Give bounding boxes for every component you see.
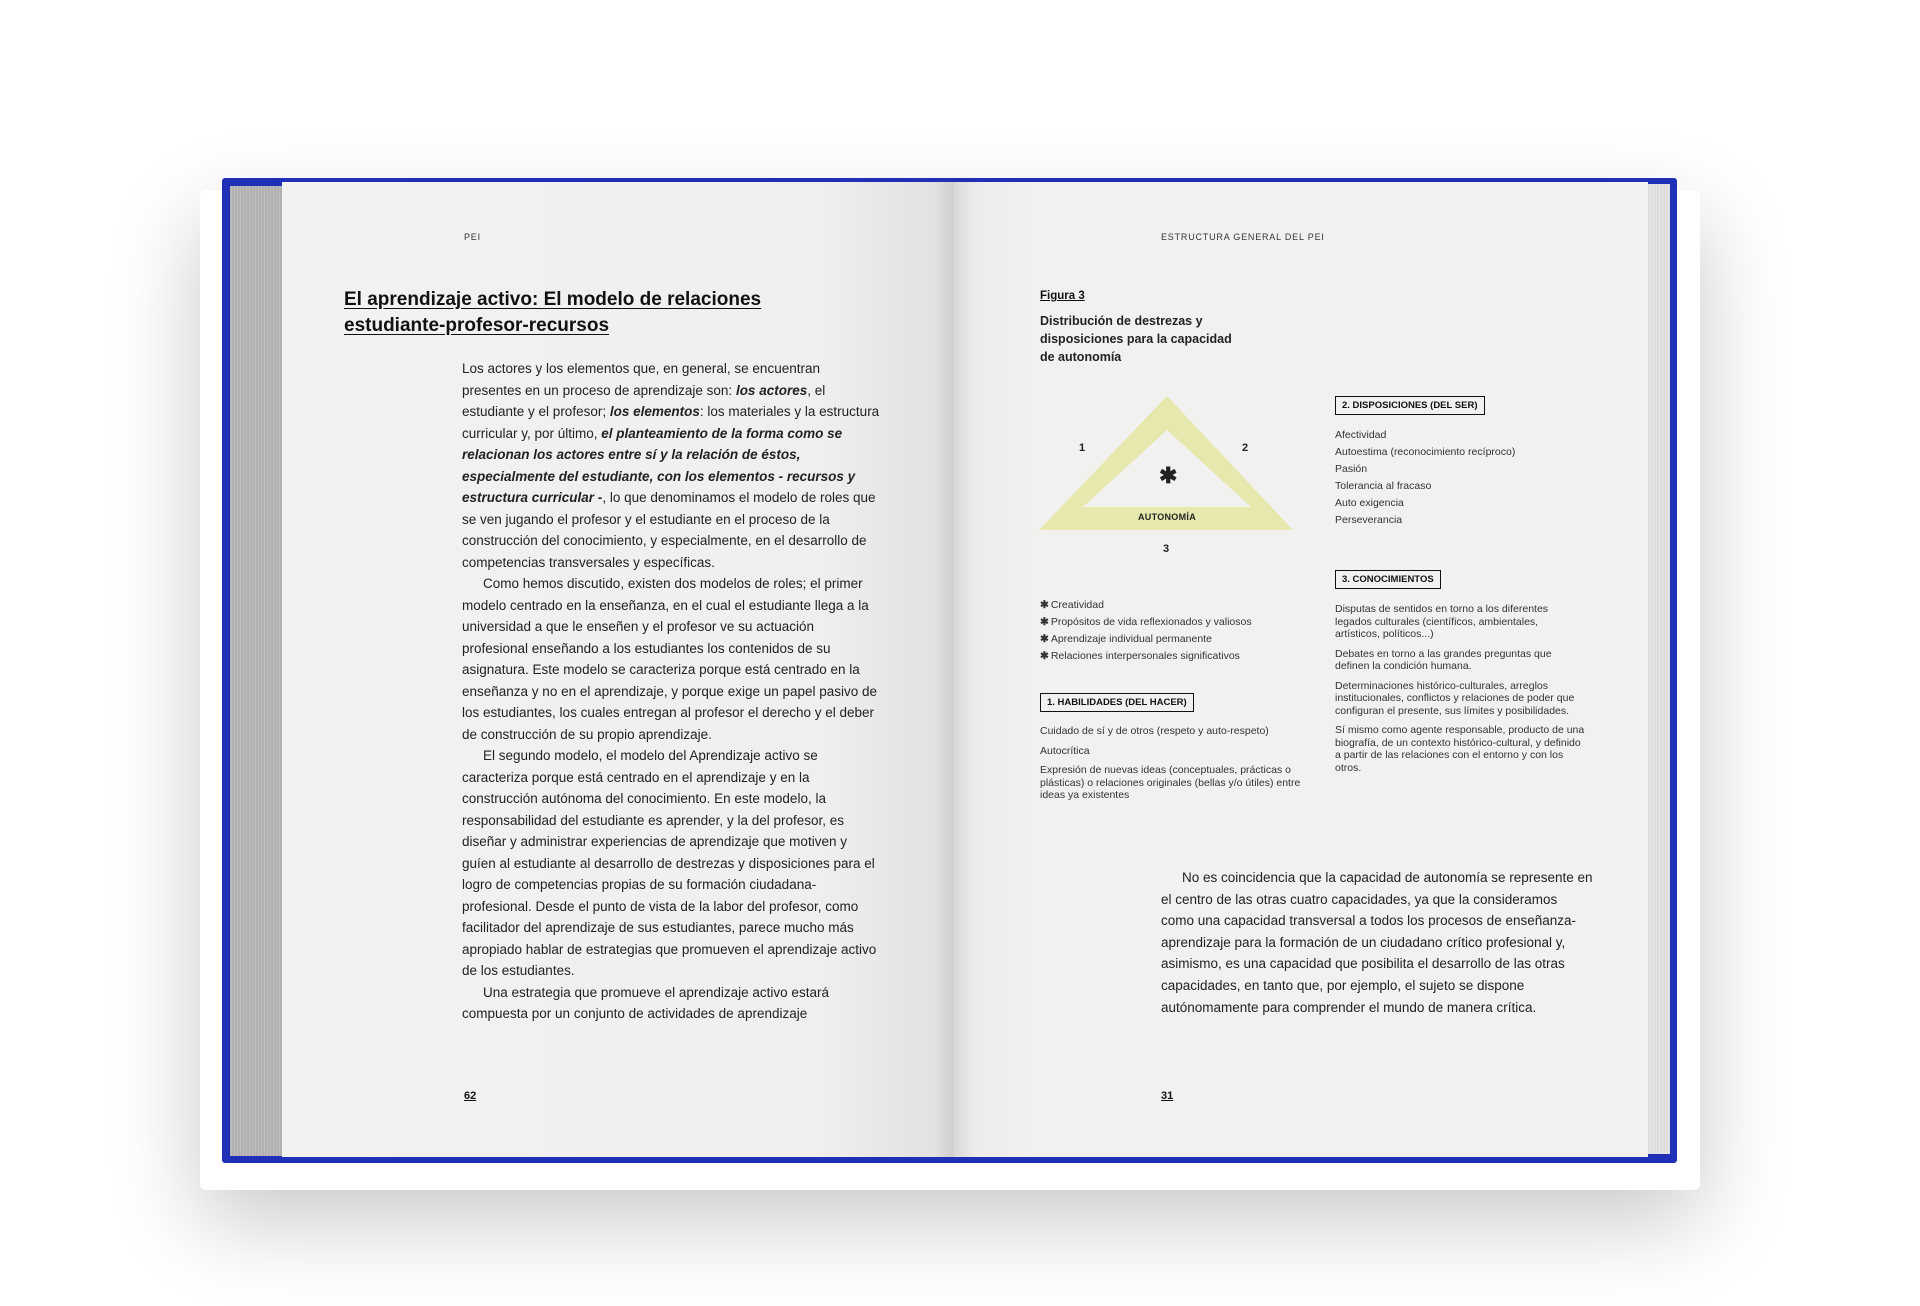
p1-bold-2: los elementos — [609, 404, 700, 419]
disposiciones-heading: 2. DISPOSICIONES (DEL SER) — [1335, 396, 1485, 415]
asterisk-icon: ✱ — [1040, 616, 1049, 628]
closing-paragraph: No es coincidencia que la capacidad de autonomía se represente en el centro de las otras cuatro capacidades, ya que la consideramos como una capacidad transversal a todos los procesos de enseñanza-aprendizaje para la formación de un ciudadano crítico profesional y, asimismo, es una capacidad que posibilita el desarrollo de las otras capacidades, en tanto que, por ejemplo, el sujeto se dispone autónomamente para comprender el mundo de manera crítica. — [1161, 870, 1593, 1015]
figure-title: Distribución de destrezas y disposiciones para la capacidad de autonomía — [1040, 314, 1232, 364]
triangle-number-3: 3 — [1163, 543, 1170, 555]
disposiciones-list — [1335, 427, 1515, 529]
disposiciones-item: Tolerancia al fracaso — [1335, 480, 1432, 492]
disposiciones-item: Auto exigencia — [1335, 497, 1404, 509]
disposiciones-item: Perseverancia — [1335, 514, 1403, 526]
paragraph-4: Una estrategia que promueve el aprendizaje activo estará compuesta por un conjunto de actividades de aprendizaje — [462, 984, 829, 1021]
habilidades-item: Autocrítica — [1040, 744, 1090, 757]
center-list-item — [1040, 648, 1252, 665]
center-list-text: Relaciones interpersonales significativos — [1050, 650, 1240, 662]
paragraph-2: Como hemos discutido, existen dos modelos de roles; el primer modelo centrado en la enseñanza, en el cual el estudiante llega a la universidad a que le enseñen y el profesor ve su actuación profesional enseñando a los estudiantes los contenidos de su asignatura. Este modelo se caracteriza porque está centrado en la enseñanza y no en el aprendizaje, y porque exige un papel pasivo de los estudiantes, los cuales entregan al profesor el derecho y el deber de construcción de su propio aprendizaje. — [462, 576, 878, 742]
center-list-item — [1040, 597, 1252, 614]
p1-text-4: , lo que denominamos el modelo de roles que se ven jugando el profesor y el estudiante en el proceso de la construcción del conocimiento, y especialmente, en el desarrollo de competencias transversales y específicas. — [462, 490, 876, 570]
p1-bold-3: el planteamiento de la forma como se relacionan los actores entre sí y la relación de éstos, especialmente del estudiante, con los elementos - recursos y estructura curricular - — [462, 425, 856, 505]
triangle-label: AUTONOMÍA — [1137, 512, 1197, 522]
center-list-item — [1040, 631, 1252, 648]
conocimientos-item: Determinaciones histórico-culturales, arreglos institucionales, conflictos y relaciones de poder que configuran el presente, sus límites y posibilidades. — [1335, 679, 1575, 717]
figure-label: Figura 3 — [1040, 290, 1085, 302]
left-page-number: 62 — [464, 1090, 477, 1102]
center-list-item — [1040, 614, 1252, 631]
habilidades-heading: 1. HABILIDADES (DEL HACER) — [1040, 693, 1194, 712]
section-title — [344, 287, 784, 339]
conocimientos-heading: 3. CONOCIMIENTOS — [1335, 570, 1441, 589]
center-list-text: Propósitos de vida reflexionados y valiosos — [1050, 616, 1252, 628]
disposiciones-item: Autoestima (reconocimiento recíproco) — [1335, 446, 1516, 458]
disposiciones-item: Afectividad — [1335, 429, 1387, 441]
center-list — [1040, 597, 1252, 665]
asterisk-icon: ✱ — [1040, 599, 1049, 611]
habilidades-item: Expresión de nuevas ideas (conceptuales, prácticas o plásticas) o relaciones originales (bellas y/o útiles) entre ideas ya existentes — [1040, 764, 1301, 801]
triangle-number-1: 1 — [1079, 442, 1086, 454]
section-title-text: El aprendizaje activo: El modelo de relaciones estudiante-profesor-recursos — [344, 289, 762, 336]
right-page-number: 31 — [1161, 1090, 1174, 1102]
habilidades-item: Cuidado de sí y de otros (respeto y auto-respeto) — [1040, 725, 1269, 737]
conocimientos-item: Debates en torno a las grandes preguntas que definen la condición humana. — [1335, 647, 1552, 672]
right-running-head: ESTRUCTURA GENERAL DEL PEI — [1161, 232, 1325, 242]
left-running-head: PEI — [464, 232, 481, 242]
p1-text-2: , el estudiante y el profesor; — [462, 382, 826, 419]
p1-bold-1: los actores — [735, 382, 808, 398]
p1-text-1: Los actores y los elementos que, en general, se encuentran presentes en un proceso de aprendizaje son: — [462, 361, 820, 398]
asterisk-icon: ✱ — [1040, 650, 1049, 662]
paragraph-1 — [462, 358, 882, 573]
conocimientos-item: Sí mismo como agente responsable, producto de una biografía, de un contexto histórico-cultural, y definido a partir de las relaciones con el entorno y con los otros. — [1335, 724, 1585, 774]
conocimientos-list — [1335, 603, 1585, 781]
p1-text-3: : los materiales y la estructura curricular y, por último, — [462, 404, 880, 441]
paragraph-3: El segundo modelo, el modelo del Aprendizaje activo se caracteriza porque está centrado en el aprendizaje y en la construcción autónoma del conocimiento. En este modelo, la responsabilidad del estudiante es aprender, y la del profesor, es diseñar y administrar experiencias de aprendizaje que motiven y guíen al estudiante al desarrollo de destrezas y disposiciones para el logro de competencias propias de su formación ciudadana-profesional. Desde el punto de vista de la labor del profesor, como facilitador del aprendizaje de sus estudiantes, parece mucho más apropiado hablar de estrategias que promueven el aprendizaje activo de los estudiantes. — [462, 748, 877, 978]
conocimientos-item: Disputas de sentidos en torno a los diferentes legados culturales (científicos, ambientales, artísticos, políticos...) — [1335, 603, 1549, 640]
triangle-number-2: 2 — [1242, 442, 1249, 454]
page-edges-left — [230, 186, 282, 1156]
habilidades-list — [1040, 725, 1315, 809]
triangle-center-symbol: ✱ — [1159, 463, 1178, 488]
left-body-text — [462, 358, 882, 1025]
asterisk-icon: ✱ — [1040, 633, 1049, 645]
disposiciones-item: Pasión — [1335, 463, 1368, 475]
center-list-text: Aprendizaje individual permanente — [1050, 633, 1212, 645]
center-list-text: Creatividad — [1050, 599, 1104, 611]
